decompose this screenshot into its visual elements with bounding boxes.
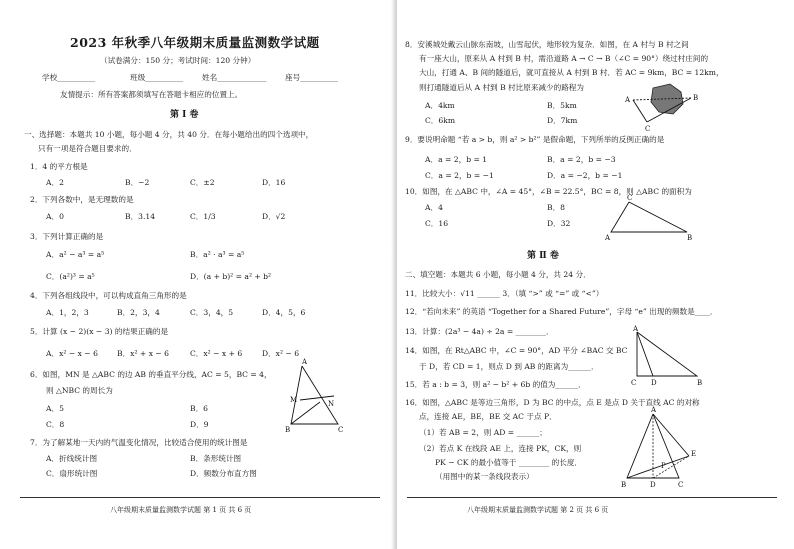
q16-label-c: C [678, 481, 684, 489]
page-2-footer: 八年级期末质量监测数学试题 第 2 页 共 6 页 [467, 506, 609, 514]
q8-label-c: C [645, 125, 651, 133]
q6-option-d: D．9 [190, 420, 209, 429]
q6-stem-line1: 6．如图，MN 是 △ABC 的边 AB 的垂直平分线，AC = 5，BC = 4， [30, 370, 272, 379]
exam-subtitle: （试卷满分：150 分；考试时间：120 分钟） [100, 56, 256, 65]
section-1-heading-line2: 只有一项是符合题目要求的． [38, 144, 137, 153]
q7-option-a: A．折线统计图 [46, 454, 98, 463]
q10-label-c: C [627, 194, 633, 202]
q7-option-c: C．扇形统计图 [46, 469, 98, 478]
q16-triangle-figure [621, 406, 703, 490]
q10-option-b: B．8 [547, 203, 566, 212]
q5-stem: 5．计算 (x − 2)(x − 3) 的结果正确的是 [30, 327, 169, 336]
q6-option-c: C．8 [46, 420, 65, 429]
student-info-name: 姓名_____________ [202, 73, 267, 82]
q14-label-a: A [633, 325, 639, 333]
q1-option-a: A．2 [46, 178, 64, 187]
q16-stem-line1: 16．如图，△ABC 是等边三角形，D 为 BC 的中点，点 E 是点 D 关于直线 AC 的对称 [405, 398, 700, 407]
student-info-school: 学校__________ [42, 73, 96, 82]
q10-triangle-figure [605, 196, 695, 241]
q16-part1: （1）若 AB = 2，则 AD = ______； [419, 428, 547, 437]
q3-option-a: A．a² − a³ = a⁵ [46, 250, 105, 259]
q9-option-a: A．a = 2，b = 1 [425, 155, 488, 164]
q6-label-m: M [290, 396, 298, 404]
q7-option-b: B．条形统计图 [190, 454, 242, 463]
q7-stem: 7．为了解某地一天内的气温变化情况，比较适合使用的统计图是 [30, 438, 248, 447]
q8-option-c: C．6km [425, 116, 456, 125]
q6-label-c: C [338, 426, 344, 434]
q14-stem-line2: 于 D，若 CD = 1，则点 D 到 AB 的距离为______． [419, 362, 599, 371]
q14-label-d: D [651, 379, 657, 387]
q8-stem-line1: 8．安溪城处戴云山脉东南坡，山雪起伏，地形较为复杂．如图，在 A 村与 B 村之间 [405, 40, 689, 49]
tip-text: 友情提示：所有答案都须填写在答题卡相应的位置上。 [60, 90, 243, 99]
q8-stem-line3: 大山，打通 A、B 间的隧道后，就可直接从 A 村到 B 村．若 AC = 9km，BC = 12km， [419, 68, 724, 77]
q16-label-a: A [651, 406, 657, 414]
q6-option-b: B．6 [190, 404, 209, 413]
q1-option-b: B．−2 [125, 178, 150, 187]
exam-title: 2023 年秋季八年级期末质量监测数学试题 [70, 35, 320, 50]
q13-stem: 13．计算：(2a³ − 4a) ÷ 2a = ________． [405, 327, 554, 336]
q14-triangle-figure [629, 325, 709, 387]
q16-label-p: P [661, 462, 666, 470]
q8-stem-line4: 则打通隧道后从 A 村到 B 村比原来减少的路程为 [419, 83, 584, 92]
q9-option-d: D．a = −2，b = −1 [547, 171, 623, 180]
q5-option-d: D．x² − 6 [262, 349, 300, 358]
q8-option-d: D．7km [547, 116, 578, 125]
q16-part2-line1: （2）若点 K 在线段 AE 上，连接 PK，CK，则 [419, 444, 582, 453]
q14-stem-line1: 14．如图，在 Rt△ABC 中，∠C = 90°，AD 平分 ∠BAC 交 BC [405, 346, 628, 355]
q6-option-a: A．5 [46, 404, 64, 413]
q4-option-c: C．3，4，5 [190, 308, 234, 317]
q9-option-c: C．a = 2，b = −1 [425, 171, 494, 180]
q14-label-b: B [697, 379, 703, 387]
q10-label-a: A [605, 234, 611, 242]
part-2-heading: 第 Ⅱ 卷 [527, 251, 559, 261]
q4-option-a: A．1，2，3 [46, 308, 89, 317]
q2-option-b: B．3.14 [125, 212, 156, 221]
q10-option-a: A．4 [425, 203, 443, 212]
q6-stem-line2: 则 △NBC 的周长为 [46, 386, 113, 395]
q6-label-n: N [328, 400, 335, 408]
part-1-heading: 第 Ⅰ 卷 [170, 110, 199, 120]
student-info-seat: 座号__________ [285, 73, 339, 82]
q8-mountain-figure [625, 82, 705, 132]
q16-label-d: D [650, 481, 656, 489]
q10-label-b: B [687, 234, 693, 242]
q15-stem: 15．若 a : b = 3，则 a² − b² + 6b 的值为______． [405, 380, 586, 389]
q14-label-c: C [631, 379, 637, 387]
q1-stem: 1．4 的平方根是 [30, 162, 88, 171]
q3-option-d: D．(a + b)² = a² + b² [190, 272, 272, 281]
q11-stem: 11．比较大小：√11 ______ 3．（填 “>” 或 “=” 或 “<”） [405, 289, 604, 298]
q10-stem: 10．如图，在 △ABC 中，∠A = 45°，∠B = 22.5°，BC = 8，则 △ABC 的面积为 [405, 187, 692, 196]
q1-option-c: C．±2 [190, 178, 215, 187]
footer-rule [20, 497, 380, 498]
q3-option-c: C．(a²)³ = a⁵ [46, 272, 95, 281]
q8-option-a: A．4km [425, 101, 455, 110]
q2-option-c: C．1/3 [190, 212, 216, 221]
q16-part2-line2: PK − CK 的最小值等于 ________ 的长度． [435, 458, 583, 467]
q9-stem: 9．要说明命题 “若 a > b，则 a² > b²” 是假命题，下列所举的反例正确的是 [405, 135, 665, 144]
q2-stem: 2．下列各数中，是无理数的是 [30, 195, 134, 204]
section-2-heading: 二、填空题：本题共 6 小题，每小题 4 分，共 24 分． [405, 270, 591, 279]
q8-stem-line2: 有一座大山，原来从 A 村到 B 村，需沿道路 A → C → B（∠C = 90°）绕过村庄间的 [419, 54, 709, 63]
q4-option-b: B．2，3，4 [117, 308, 160, 317]
q6-label-a: A [302, 358, 308, 366]
q12-stem: 12．“若向未来” 的英语 “Together for a Shared Future”，字母 “e” 出现的频数是____． [405, 307, 718, 316]
q8-label-a: A [625, 96, 631, 104]
q5-option-b: B．x² + x − 6 [117, 349, 169, 358]
student-info-class: 班级__________ [130, 73, 184, 82]
q16-stem-line2: 点，连接 AE，BE，BE 交 AC 于点 P． [419, 412, 557, 421]
q6-triangle-figure [282, 358, 352, 433]
q16-label-b: B [621, 481, 627, 489]
q16-part2-line3: （用图中的某一条线段表示） [435, 472, 534, 481]
q3-option-b: B．a² · a³ = a⁵ [190, 250, 245, 259]
q16-label-e: E [691, 450, 697, 458]
q5-option-c: C．x² − x + 6 [190, 349, 243, 358]
footer-rule [407, 497, 777, 498]
q2-option-d: D．√2 [262, 212, 286, 221]
q1-option-d: D．16 [262, 178, 286, 187]
q10-option-d: D．32 [547, 219, 571, 228]
page-1-footer: 八年级期末质量监测数学试题 第 1 页 共 6 页 [110, 506, 252, 514]
q7-option-d: D．频数分布直方图 [190, 469, 257, 478]
q6-label-b: B [285, 426, 291, 434]
section-1-heading-line1: 一、选择题：本题共 10 小题，每小题 4 分，共 40 分．在每小题给出的四个选项中， [24, 130, 314, 139]
q5-option-a: A．x² − x − 6 [46, 349, 98, 358]
q8-option-b: B．5km [547, 101, 577, 110]
q2-option-a: A．0 [46, 212, 64, 221]
q8-label-b: B [693, 94, 699, 102]
q10-option-c: C．16 [425, 219, 449, 228]
q4-stem: 4．下列各组线段中，可以构成直角三角形的是 [30, 291, 187, 300]
q9-option-b: B．a = 2，b = −3 [547, 155, 616, 164]
exam-page-2 [397, 0, 794, 549]
q4-option-d: D．4，5，6 [262, 308, 306, 317]
q3-stem: 3．下列计算正确的是 [30, 232, 104, 241]
